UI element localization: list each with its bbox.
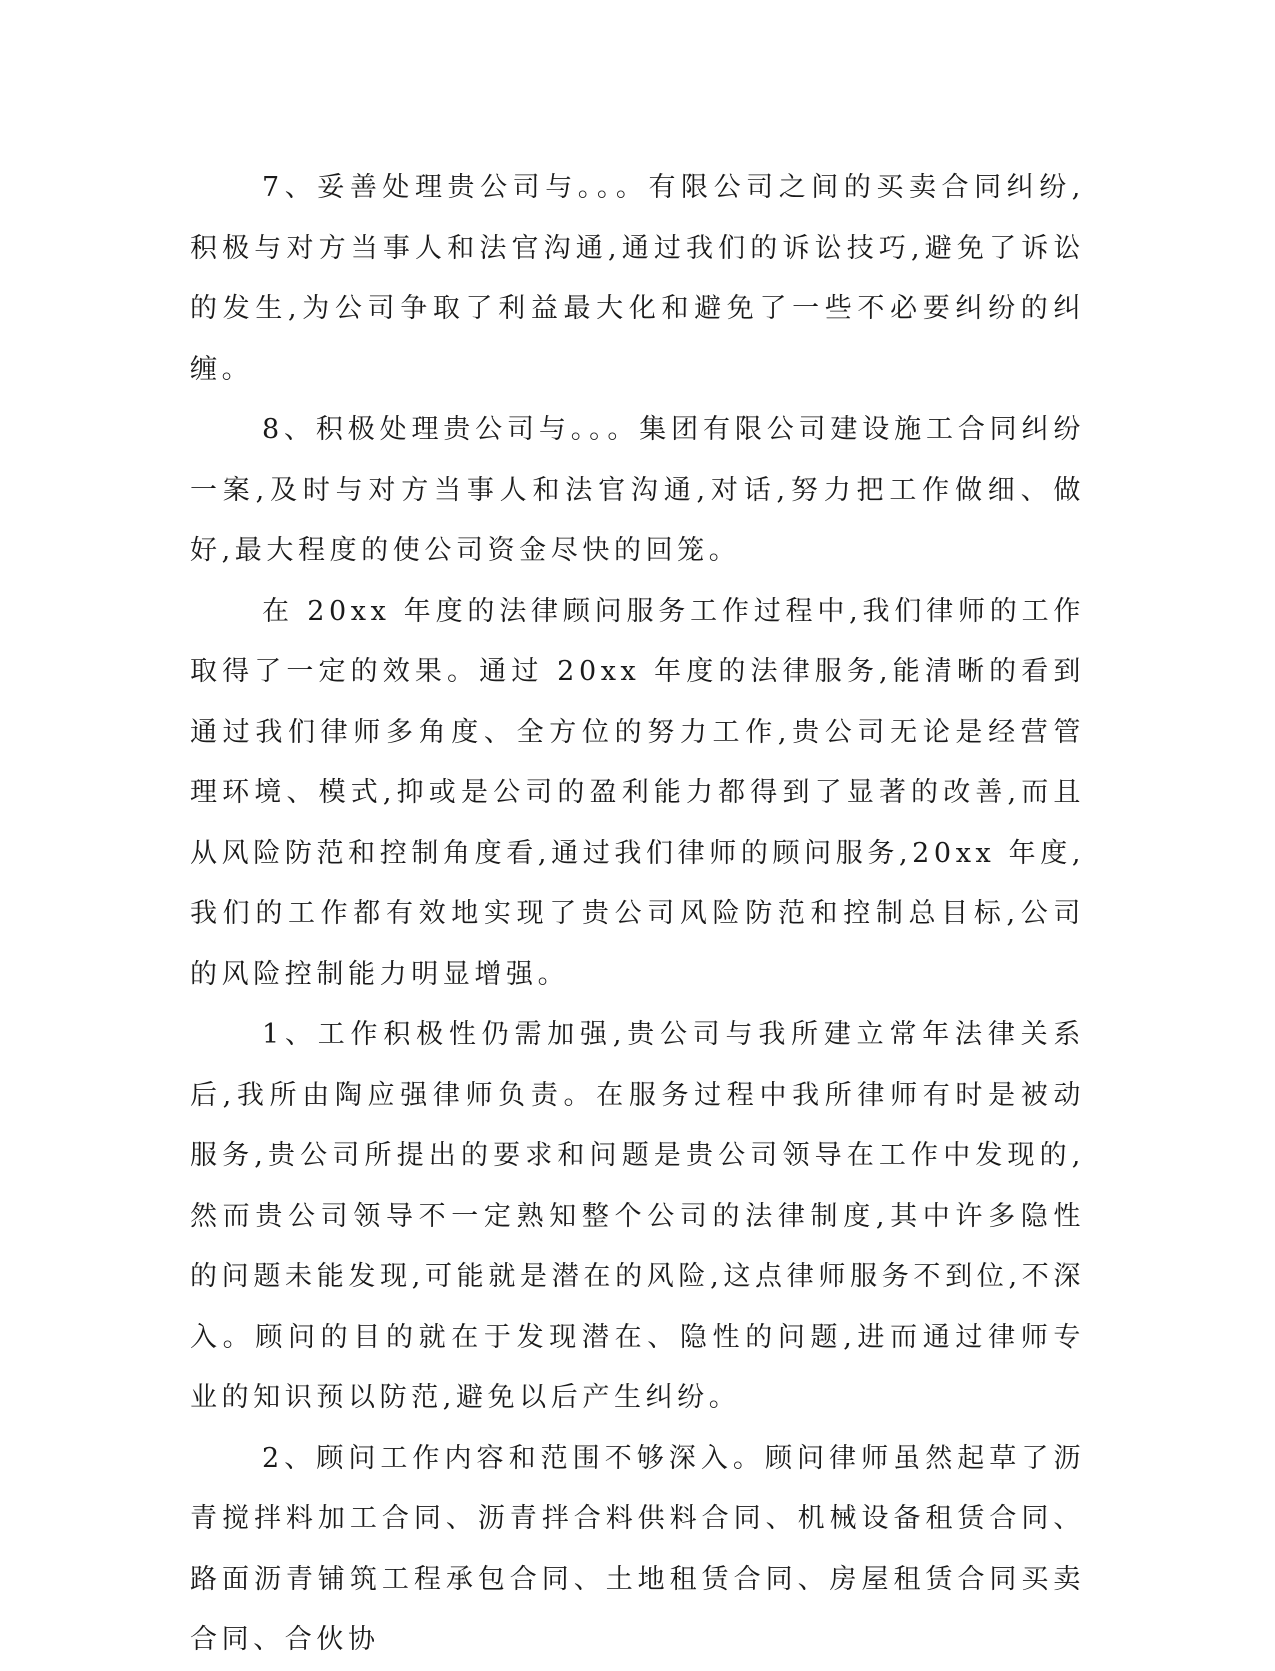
paragraph-issue-1: 1、工作积极性仍需加强,贵公司与我所建立常年法律关系后,我所由陶应强律师负责。在服务过程中我所律师有时是被动服务,贵公司所提出的要求和问题是贵公司领导在工作中发现的,然而贵公司领导不一定熟知整个公司的法律制度,其中许多隐性的问题未能发现,可能就是潜在的风险,这点律师服务不到位,不深入。顾问的目的就在于发现潜在、隐性的问题,进而通过律师专业的知识预以防范,避免以后产生纠纷。 — [190, 1019, 1085, 1413]
paragraph-annual-summary: 在 20xx 年度的法律顾问服务工作过程中,我们律师的工作取得了一定的效果。通过 20xx 年度的法律服务,能清晰的看到通过我们律师多角度、全方位的努力工作,贵公司无论是经营管理环境、模式,抑或是公司的盈利能力都得到了显著的改善,而且从风险防范和控制角度看,通过我们律师的顾问服务,20xx 年度,我们的工作都有效地实现了贵公司风险防范和控制总目标,公司的风险控制能力明显增强。 — [190, 595, 1085, 990]
paragraph-issue-2: 2、顾问工作内容和范围不够深入。顾问律师虽然起草了沥青搅拌料加工合同、沥青拌合料供料合同、机械设备租赁合同、路面沥青铺筑工程承包合同、土地租赁合同、房屋租赁合同买卖合同、合伙协 — [190, 1442, 1085, 1655]
paragraph-item-8: 8、积极处理贵公司与。。。集团有限公司建设施工合同纠纷一案,及时与对方当事人和法官沟通,对话,努力把工作做细、做好,最大程度的使公司资金尽快的回笼。 — [190, 414, 1085, 566]
paragraph-item-7: 7、妥善处理贵公司与。。。有限公司之间的买卖合同纠纷,积极与对方当事人和法官沟通,通过我们的诉讼技巧,避免了诉讼的发生,为公司争取了利益最大化和避免了一些不必要纠纷的纠缠。 — [190, 172, 1085, 385]
document-body — [190, 158, 1085, 1671]
